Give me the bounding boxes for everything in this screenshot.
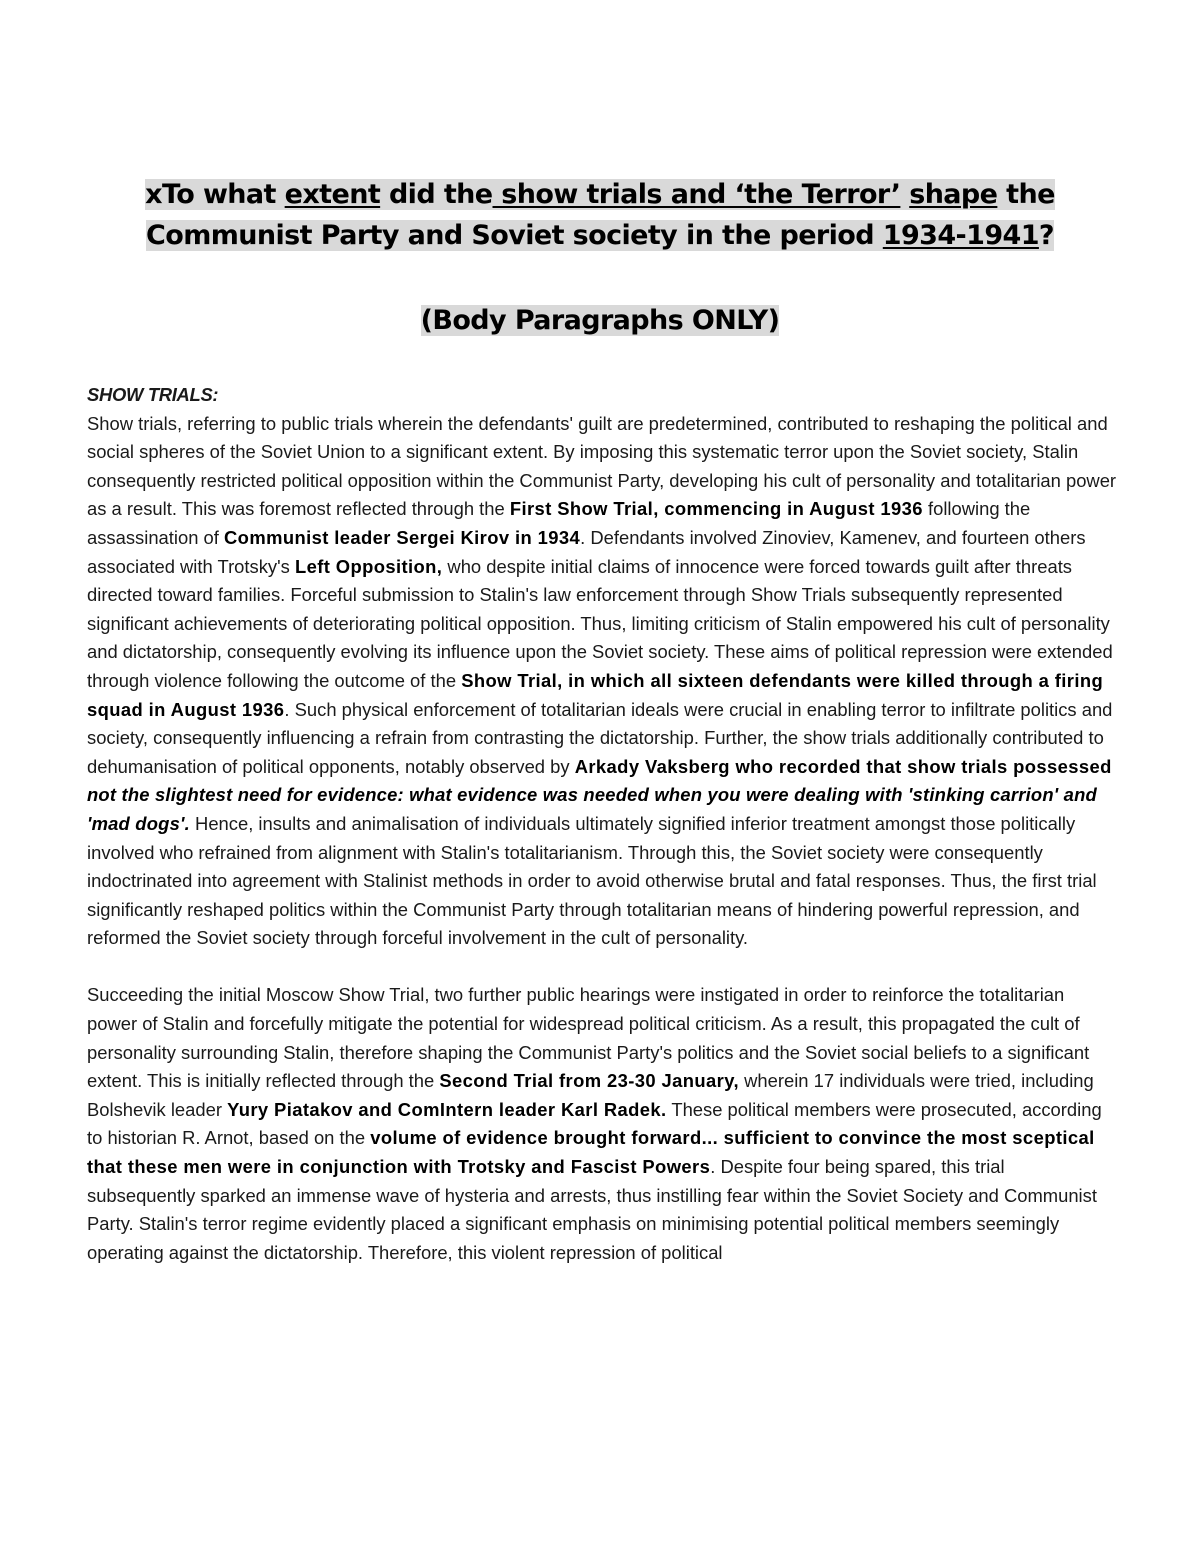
paragraph-text: Succeeding the initial Moscow Show Trial, two further public hearings were instigated in order to reinforce the totalitarian power of Stalin and forcefully mitigate the potential for widespread political criticism. As a result, this propagated the cult of personality surrounding Stalin, therefore shaping the Communist Party's politics and the Soviet social beliefs to a significant extent. This is initially reflected through the xyxy=(87,984,1090,1092)
bold-text: Show Trial, in which all sixteen defendants were killed through a firing squad in August 1936 xyxy=(87,669,1104,720)
document-title xyxy=(60,174,1140,256)
subtitle-text: (Body Paragraphs ONLY) xyxy=(420,305,780,336)
title-underlined-show-trials: show trials and ‘the Terror’ xyxy=(492,179,901,210)
paragraph-text: These political members were prosecuted, according to historian R. Arnot, based on the xyxy=(87,1098,1102,1149)
paragraph-text: Hence, insults and animalisation of individuals ultimately signified inferior treatment amongst those politically involved who refrained from alignment with Stalin's totalitarianism. Through this, the Soviet society were consequently indoctrinated into agreement with Stalinist methods in order to avoid otherwise brutal and fatal responses. Thus, the first trial significantly reshaped politics within the Communist Party through totalitarian means of hindering powerful repression, and reformed the Soviet society through forceful involvement in the cult of personality. xyxy=(87,812,1097,949)
title-text: the Communist Party and Soviet society in the period xyxy=(146,179,1055,251)
bold-italic-quote: not the slightest need for evidence: what evidence was needed when you were dealing with 'stinking carrion' and 'mad dogs'. xyxy=(87,784,1097,834)
paragraph-text: . Defendants involved Zinoviev, Kamenev, and fourteen others associated with Trotsky's xyxy=(87,526,1086,577)
document-body xyxy=(87,381,1117,1267)
paragraph-text: . Despite four being spared, this trial subsequently sparked an immense wave of hysteria and arrests, thus instilling fear within the Soviet Society and Communist Party. Stalin's terror regime evidently placed a significant emphasis on minimising potential political members seemingly operating against the dictatorship. Therefore, this violent repression of political xyxy=(87,1156,1097,1263)
paragraph-text: who despite initial claims of innocence were forced towards guilt after threats directed toward families. Forceful submission to Stalin's law enforcement through Show Trials subsequently represented significant achievements of deteriorating political opposition. Thus, limiting criticism of Stalin empowered his cult of personality and dictatorship, consequently evolving its influence upon the Soviet society. These aims of political repression were extended through violence following the outcome of the xyxy=(87,555,1113,691)
title-text: ? xyxy=(1038,220,1054,251)
title-text: did the xyxy=(380,179,493,210)
title-underlined-period: 1934-1941 xyxy=(882,220,1039,251)
bold-text: Arkady Vaksberg who recorded that show trials possessed xyxy=(574,755,1112,777)
bold-text: volume of evidence brought forward... sufficient to convince the most sceptical that these men were in conjunction with Trotsky and Fascist Powers xyxy=(87,1127,1095,1178)
bold-text: Communist leader Sergei Kirov in 1934 xyxy=(224,526,581,548)
paragraph-text: wherein 17 individuals were tried, including Bolshevik leader xyxy=(87,1070,1094,1120)
bold-text: First Show Trial, commencing in August 1936 xyxy=(509,498,923,520)
bold-text: Left Opposition, xyxy=(294,555,443,577)
paragraph-text: Show trials, referring to public trials wherein the defendants' guilt are predetermined, contributed to reshaping the political and social spheres of the Soviet Union to a significant extent. By imposing this systematic terror upon the Soviet society, Stalin consequently restricted political opposition within the Communist Party, developing his cult of personality and totalitarian power as a result. This was foremost reflected through the xyxy=(87,412,1117,520)
paragraph-text: following the assassination of xyxy=(87,498,1031,548)
title-underlined-shape: shape xyxy=(909,179,998,210)
paragraph-show-trials-2 xyxy=(87,981,1117,1267)
section-heading: SHOW TRIALS: xyxy=(87,384,219,405)
title-underlined-extent: extent xyxy=(284,179,381,210)
bold-text: Second Trial from 23-30 January, xyxy=(439,1070,740,1092)
paragraph-show-trials-1 xyxy=(87,410,1117,953)
paragraph-spacer xyxy=(87,953,1117,982)
bold-text: Yury Piatakov and ComIntern leader Karl Radek. xyxy=(227,1098,667,1120)
title-text: xTo what xyxy=(145,179,285,210)
document-subtitle xyxy=(60,300,1140,341)
paragraph-text: . Such physical enforcement of totalitarian ideals were crucial in enabling terror to infiltrate politics and society, consequently influencing a refrain from contrasting the dictatorship. Further, the show trials additionally contributed to dehumanisation of political opponents, notably observed by xyxy=(87,698,1113,777)
title-text xyxy=(900,179,909,210)
title-highlight xyxy=(145,179,1055,251)
